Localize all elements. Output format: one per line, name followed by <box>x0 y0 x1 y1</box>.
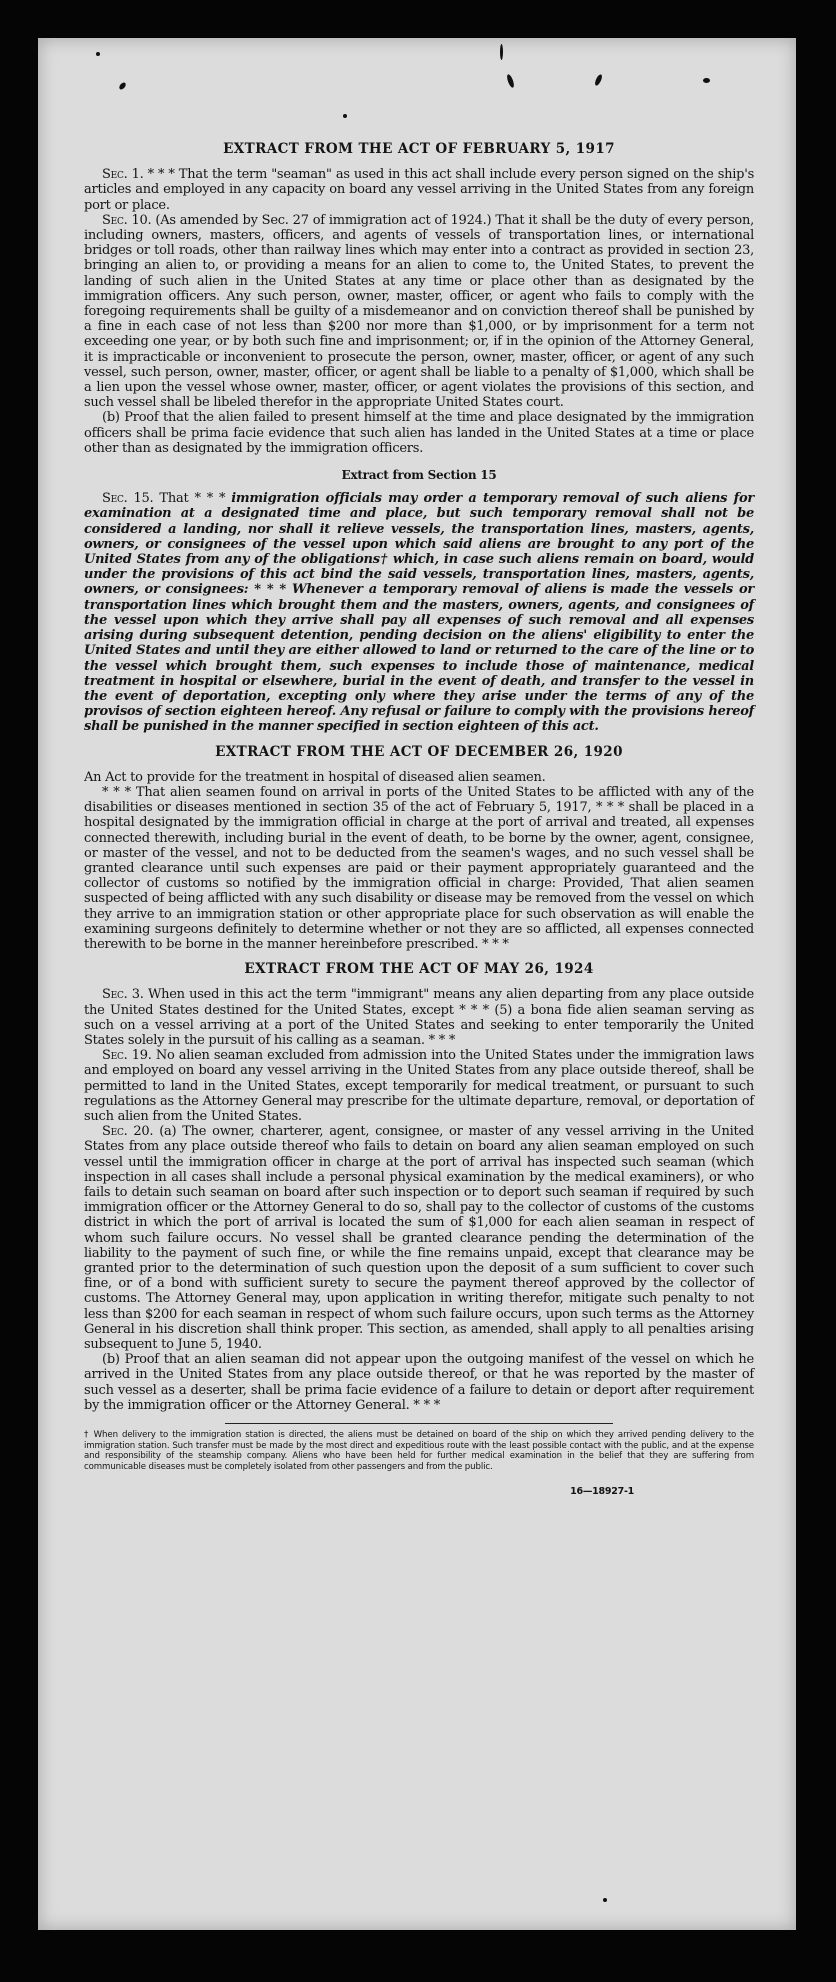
form-number: 16—18927-1 <box>570 1486 634 1498</box>
paragraph-sec-3 <box>84 987 754 1048</box>
subheading-section-15: Extract from Section 15 <box>341 468 497 483</box>
paragraph-sec-1 <box>84 167 754 213</box>
act-title: An Act to provide for the treatment in hospital of diseased alien seamen. <box>84 769 546 785</box>
section-text-italic: immigration officials may order a temporary removal of such aliens for examination at a designated time and place, but such temporary removal shall not be considered a landing, nor shall it relieve vessels, the transportation lines, masters, agents, owners, or consignees of the vessel upon which said aliens are brought to any port of the United States from any of the obligations† which, in case such aliens remain on board, would under the provisions of this act bind the said vessels, transportation lines, masters, agents, owners, or consignees: * * * Whenever a temporary removal of aliens is made the vessels or transportation lines which brought them and the masters, owners, agents, and consignees of the vessel upon which they arrive shall pay all expenses of such removal and all expenses arising during subsequent detention, pending decision on the aliens' eligibility to enter the United States and until they are either allowed to land or returned to the care of the line or to the vessel which brought them, such expenses to include those of maintenance, medical treatment in hospital or elsewhere, burial in the event of death, and transfer to the vessel in the event of deportation, excepting only where they arise under the terms of any of the provisos of section eighteen hereof. Any refusal or failure to comply with the provisions hereof shall be punished in the manner specified in section eighteen of this act. <box>84 491 754 735</box>
scan-speck <box>506 74 515 89</box>
section-heading-1924: EXTRACT FROM THE ACT OF MAY 26, 1924 <box>244 961 594 978</box>
document-body <box>84 142 754 1499</box>
paragraph-sec-15 <box>84 491 754 734</box>
footnote: † When delivery to the immigration station is directed, the aliens must be detained on board of the ship on which they arrived pending delivery to the immigration station. Such transfer must be made by the most direct and expeditious route with the least possible contact with the public, and at the expense and responsibility of the steamship company. Aliens who have been held for further medical examination in the belief that they are suffering from communicable diseases must be completely isolated from other passengers and from the public. <box>84 1430 754 1472</box>
paragraph-sec-10 <box>84 213 754 411</box>
paragraph-sec-19 <box>84 1048 754 1124</box>
paragraph-sec-20b: (b) Proof that an alien seaman did not appear upon the outgoing manifest of the vessel on which he arrived in the United States from any place outside thereof, or that he was reported by the master of such vessel as a deserter, shall be prima facie evidence of a failure to detain or deport after requirement by the immigration officer or the Attorney General. * * * <box>84 1352 754 1413</box>
section-label: Sec. 10. <box>102 212 152 228</box>
footnote-divider <box>225 1423 614 1424</box>
section-label: Sec. 1. <box>102 167 144 183</box>
paragraph-sec-10b: (b) Proof that the alien failed to present himself at the time and place designated by the immigration officers shall be prima facie evidence that such alien has landed in the United States at a time or place other than as designated by the immigration officers. <box>84 410 754 456</box>
section-label: Sec. 3. <box>102 987 144 1003</box>
section-label: Sec. 19. <box>102 1048 152 1064</box>
section-text: (a) The owner, charterer, agent, consignee, or master of any vessel arriving in the United States from any place outside thereof who fails to detain on board any alien seaman employed on such vessel until the immigration officer in charge at the port of arrival has inspected such seaman (which inspection in all cases shall include a personal physical examination by the medical examiners), or who fails to detain such seaman on board after such inspection or to deport such seaman if required by such immigration officer or the Attorney General to do so, shall pay to the collector of customs of the customs district in which the port of arrival is located the sum of $1,000 for each alien seaman in respect of whom such failure occurs. No vessel shall be granted clearance pending the determination of the liability to the payment of such fine, or while the fine remains unpaid, except that clearance may be granted prior to the determination of such question upon the deposit of a sum sufficient to cover such fine, or of a bond with sufficient surety to secure the payment thereof approved by the collector of customs. The Attorney General may, upon application in writing therefor, mitigate such penalty to not less than $200 for each seaman in respect of whom such failure occurs, upon such terms as the Attorney General in his discretion shall think proper. This section, as amended, shall apply to all penalties arising subsequent to June 5, 1940. <box>84 1124 754 1353</box>
scan-speck <box>118 81 127 90</box>
section-heading-1917: EXTRACT FROM THE ACT OF FEBRUARY 5, 1917 <box>223 141 615 157</box>
scan-speck <box>594 74 604 87</box>
section-text: * * * That the term "seaman" as used in this act shall include every person signed on the ship's articles and employed in any capacity on board any vessel arriving in the United States from any foreign port or place. <box>84 167 754 213</box>
scan-speck <box>703 78 710 83</box>
section-text: No alien seaman excluded from admission into the United States under the immigration laws and employed on board any vessel arriving in the United States from any place outside thereof, shall be permitted to land in the United States, except temporarily for medical treatment, or pursuant to such regulations as the Attorney General may prescribe for the ultimate departure, removal, or deportation of such alien from the United States. <box>84 1048 754 1124</box>
section-label: Sec. 20. <box>102 1124 154 1140</box>
paragraph-sec-20 <box>84 1124 754 1352</box>
document-page <box>38 38 796 1930</box>
section-label: Sec. 15. <box>102 491 154 507</box>
section-text: When used in this act the term "immigrant" means any alien departing from any place outside the United States destined for the United States, except * * * (5) a bona fide alien seaman serving as such on a vessel arriving at a port of the United States and seeking to enter temporarily the United States solely in the pursuit of his calling as a seaman. * * * <box>84 987 754 1048</box>
paragraph-act-1920: * * * That alien seamen found on arrival in ports of the United States to be afflicted with any of the disabilities or diseases mentioned in section 35 of the act of February 5, 1917, * * * shall be placed in a hospital designated by the immigration official in charge at the port of arrival and treated, all expenses connected therewith, including burial in the event of death, to be borne by the owner, agent, consignee, or master of the vessel, and not to be deducted from the seamen's wages, and no such vessel shall be granted clearance until such expenses are paid or their payment appropriately guaranteed and the collector of customs so notified by the immigration official in charge: Provided, That alien seamen suspected of being afflicted with any such disability or disease may be removed from the vessel on which they arrive to an immigration station or other appropriate place for such observation as will enable the examining surgeons definitely to determine whether or not they are so afflicted, all expenses connected therewith to be borne in the manner hereinbefore prescribed. * * * <box>84 784 754 952</box>
section-lead: That * * * <box>153 491 232 507</box>
scan-speck <box>603 1898 607 1902</box>
scan-speck <box>96 52 100 56</box>
section-text: (As amended by Sec. 27 of immigration act of 1924.) That it shall be the duty of every person, including owners, masters, officers, and agents of vessels of transportation lines, or international bridges or toll roads, other than railway lines which may enter into a contract as provided in section 23, bringing an alien to, or providing a means for an alien to come to, the United States, to prevent the landing of such alien in the United States at any time or place other than as designated by the immigration officers. Any such person, owner, master, officer, or agent who fails to comply with the foregoing requirements shall be guilty of a misdemeanor and on conviction thereof shall be punished by a fine in each case of not less than $200 nor more than $1,000, or by imprisonment for a term not exceeding one year, or by both such fine and imprisonment; or, if in the opinion of the Attorney General, it is impracticable or inconvenient to prosecute the person, owner, master, officer, or agent of any such vessel, such person, owner, master, officer, or agent shall be liable to a penalty of $1,000, which shall be a lien upon the vessel whose owner, master, officer, or agent violates the provisions of this section, and such vessel shall be libeled therefor in the appropriate United States court. <box>84 212 754 411</box>
scan-speck <box>500 44 503 60</box>
scan-speck <box>343 114 347 118</box>
section-heading-1920: EXTRACT FROM THE ACT OF DECEMBER 26, 1920 <box>215 743 623 760</box>
